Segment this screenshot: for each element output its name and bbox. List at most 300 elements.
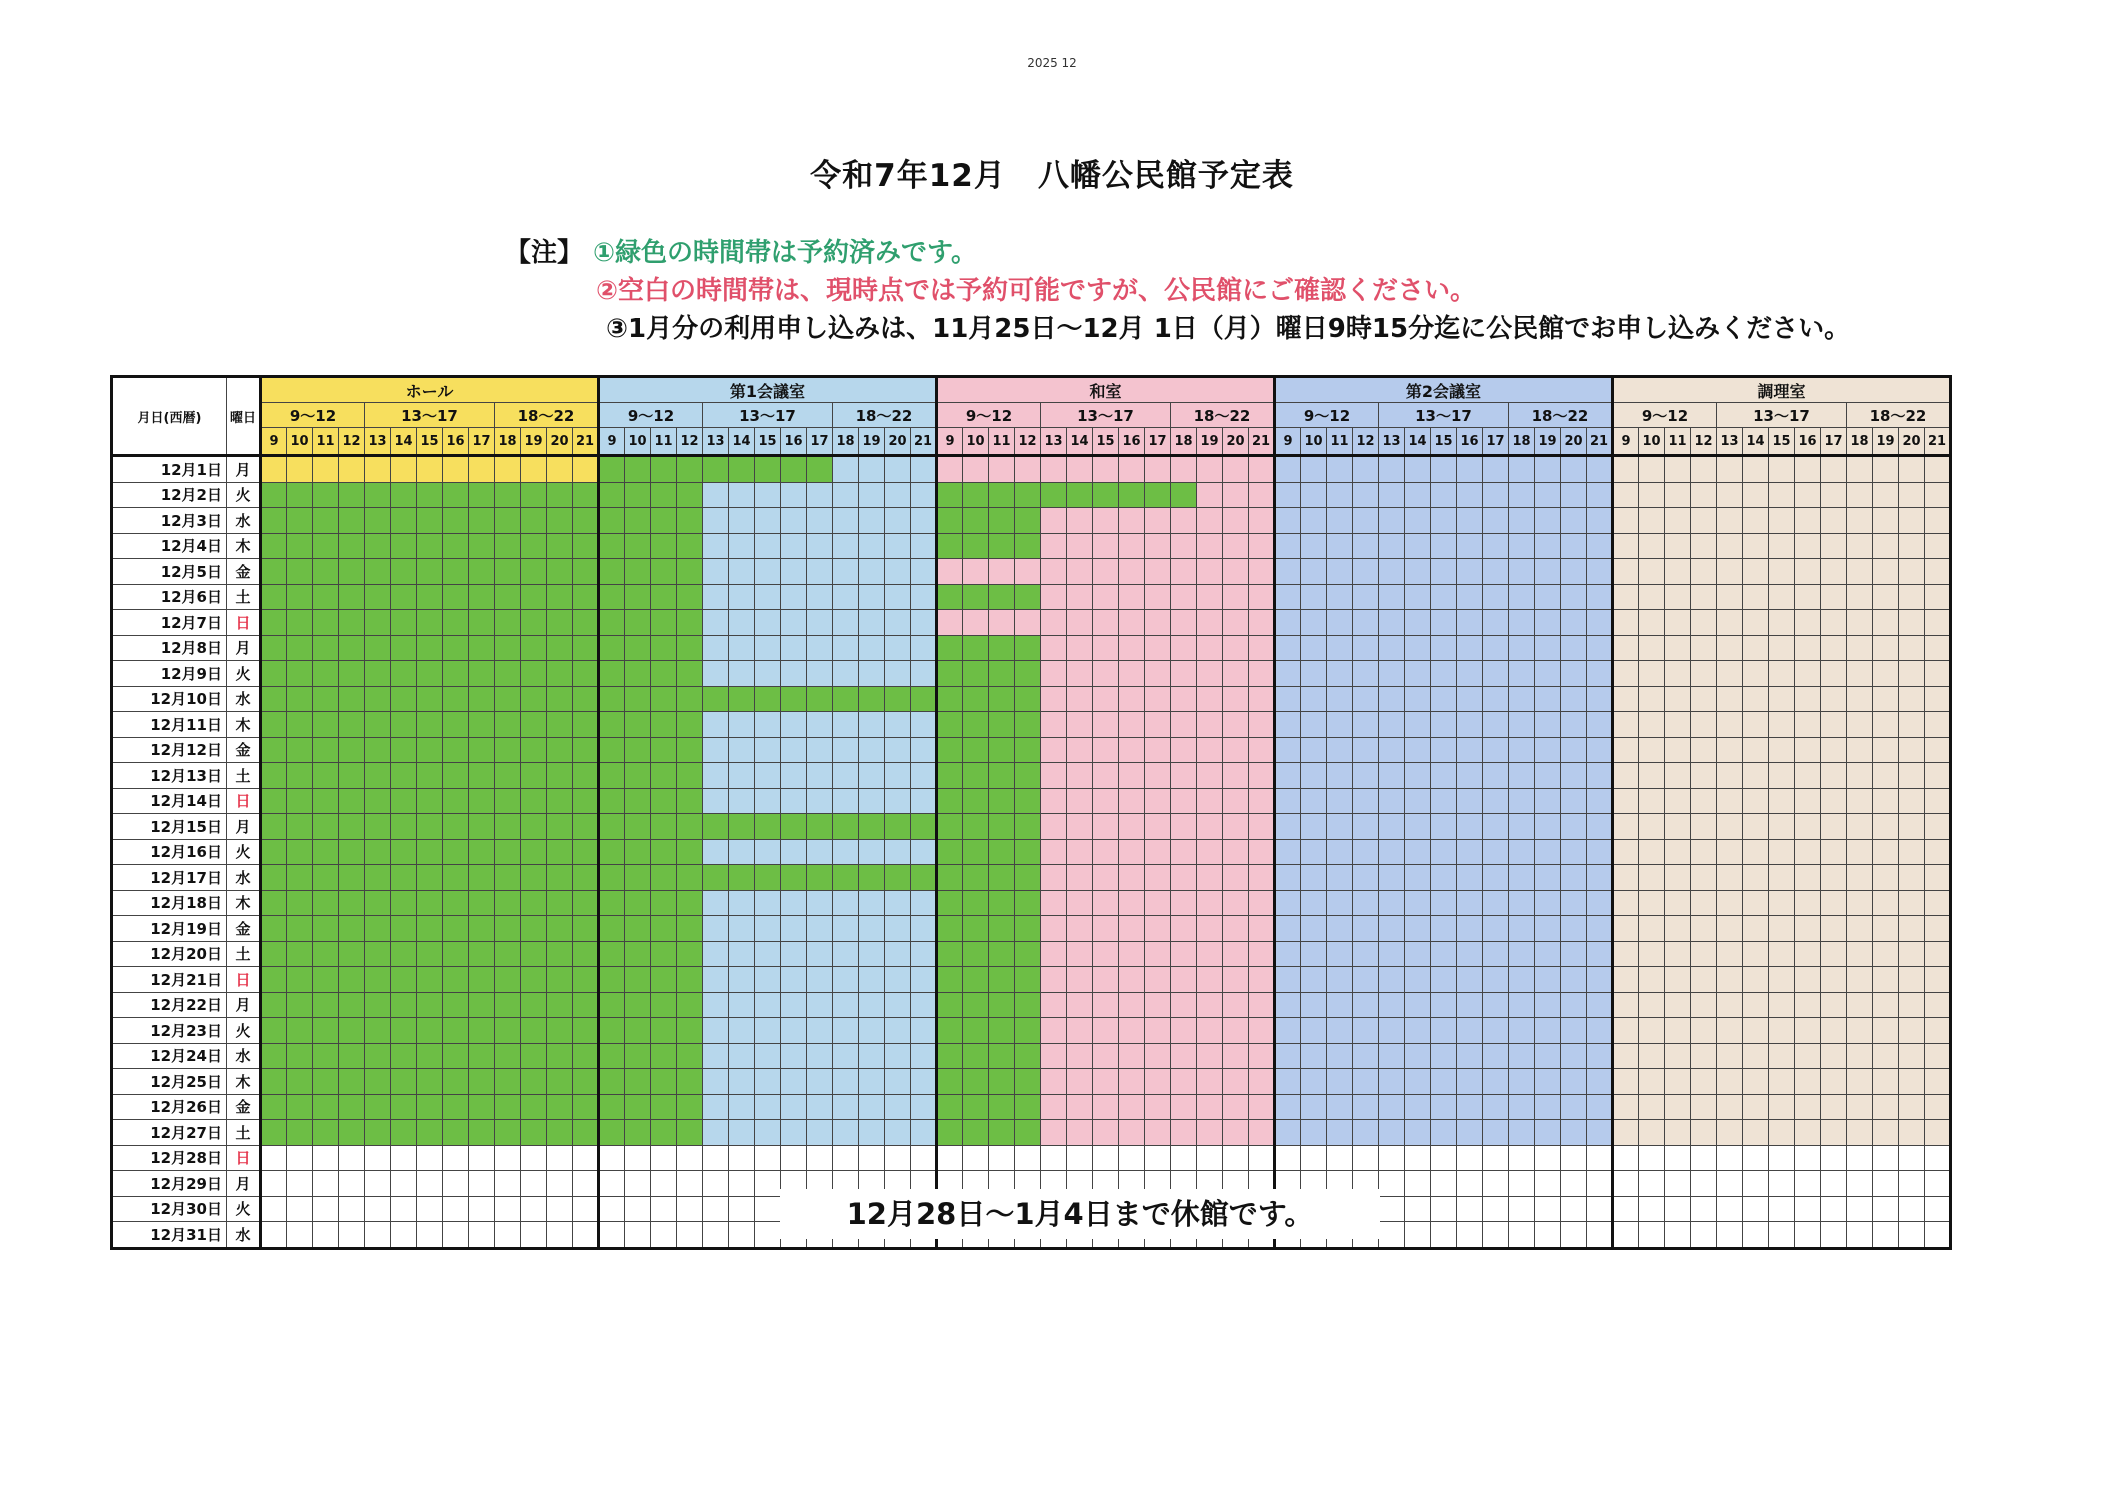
slot-open [1093, 1069, 1119, 1095]
slot-open [1847, 508, 1873, 534]
slot-open [989, 1145, 1015, 1171]
slot-booked [547, 992, 573, 1018]
slot-open [1821, 737, 1847, 763]
slot-open [859, 559, 885, 585]
slot-open [1821, 1094, 1847, 1120]
slot-open [1145, 508, 1171, 534]
slot-open [1795, 533, 1821, 559]
slot-booked [391, 890, 417, 916]
slot-open [1613, 1094, 1639, 1120]
slot-open [1093, 508, 1119, 534]
slot-booked [365, 584, 391, 610]
slot-open [1457, 661, 1483, 687]
room-header: 和室 [937, 377, 1275, 403]
slot-open [833, 584, 859, 610]
slot-open [755, 1120, 781, 1146]
slot-open [1223, 456, 1249, 483]
slot-open [1223, 1145, 1249, 1171]
slot-open [1535, 1043, 1561, 1069]
slot-open [1587, 814, 1613, 840]
slot-open [1379, 916, 1405, 942]
slot-booked [495, 763, 521, 789]
slot-booked [469, 686, 495, 712]
date-cell: 12月1日 [112, 456, 227, 483]
slot-open [1067, 1120, 1093, 1146]
slot-open [1561, 482, 1587, 508]
slot-booked [677, 610, 703, 636]
slot-open [573, 456, 599, 483]
slot-open [1353, 508, 1379, 534]
slot-open [1743, 610, 1769, 636]
slot-open [1067, 635, 1093, 661]
slot-booked [287, 712, 313, 738]
slot-open [1301, 839, 1327, 865]
note-booked-text: ①緑色の時間帯は予約済みです。 [593, 238, 977, 268]
slot-open [1613, 737, 1639, 763]
slot-booked [573, 1120, 599, 1146]
slot-open [911, 482, 937, 508]
slot-booked [651, 865, 677, 891]
slot-open [1821, 1018, 1847, 1044]
slot-open [1691, 1069, 1717, 1095]
slot-booked [937, 788, 963, 814]
slot-open [1769, 712, 1795, 738]
slot-booked [443, 737, 469, 763]
slot-open [729, 1069, 755, 1095]
slot-open [1561, 533, 1587, 559]
slot-booked [443, 686, 469, 712]
slot-open [1561, 1196, 1587, 1222]
slot-open [1457, 584, 1483, 610]
slot-open [1873, 890, 1899, 916]
slot-open [1717, 533, 1743, 559]
slot-open [1249, 482, 1275, 508]
slot-open [911, 941, 937, 967]
slot-open [1873, 967, 1899, 993]
slot-open [1717, 1018, 1743, 1044]
slot-open [807, 890, 833, 916]
slot-open [1691, 686, 1717, 712]
slot-open [729, 737, 755, 763]
slot-booked [1015, 661, 1041, 687]
slot-booked [807, 686, 833, 712]
slot-open [703, 1018, 729, 1044]
slot-booked [677, 967, 703, 993]
slot-booked [1015, 482, 1041, 508]
slot-open [1301, 456, 1327, 483]
slot-open [1535, 967, 1561, 993]
slot-open [859, 610, 885, 636]
slot-open [1223, 1069, 1249, 1095]
hour-header: 16 [1795, 428, 1821, 456]
slot-open [885, 508, 911, 534]
slot-open [1145, 1094, 1171, 1120]
slot-open [1327, 814, 1353, 840]
slot-open [1795, 865, 1821, 891]
slot-open [1457, 916, 1483, 942]
slot-open [1275, 890, 1301, 916]
slot-open [1431, 737, 1457, 763]
slot-open [1821, 788, 1847, 814]
slot-open [1769, 1145, 1795, 1171]
slot-open [1171, 941, 1197, 967]
slot-booked [365, 737, 391, 763]
slot-open [1379, 788, 1405, 814]
hour-header: 15 [1769, 428, 1795, 456]
slot-open [1873, 482, 1899, 508]
slot-booked [1015, 1018, 1041, 1044]
slot-booked [963, 1094, 989, 1120]
slot-booked [313, 737, 339, 763]
slot-open [1587, 635, 1613, 661]
slot-booked [599, 839, 625, 865]
slot-open [573, 1145, 599, 1171]
slot-open [1379, 482, 1405, 508]
slot-open [703, 1043, 729, 1069]
slot-open [1509, 839, 1535, 865]
slot-booked [651, 916, 677, 942]
slot-open [1483, 1120, 1509, 1146]
slot-booked [391, 916, 417, 942]
slot-open [1587, 1094, 1613, 1120]
hour-header: 18 [1509, 428, 1535, 456]
slot-booked [729, 456, 755, 483]
slot-open [1067, 661, 1093, 687]
schedule-grid [110, 375, 1952, 1250]
slot-open [1795, 610, 1821, 636]
slot-open [1353, 610, 1379, 636]
day-row [112, 1145, 1951, 1171]
slot-open [1899, 1043, 1925, 1069]
period-header: 13～17 [1041, 403, 1171, 428]
slot-booked [937, 712, 963, 738]
slot-open [1145, 788, 1171, 814]
weekday-cell: 土 [227, 763, 261, 789]
slot-open [1249, 1120, 1275, 1146]
slot-open [1821, 686, 1847, 712]
slot-open [1769, 967, 1795, 993]
slot-open [859, 788, 885, 814]
slot-open [1925, 1196, 1951, 1222]
slot-open [1067, 1018, 1093, 1044]
slot-open [729, 1094, 755, 1120]
slot-open [1171, 814, 1197, 840]
slot-booked [417, 508, 443, 534]
slot-open [1431, 712, 1457, 738]
slot-booked [963, 686, 989, 712]
slot-booked [937, 941, 963, 967]
hour-header: 9 [599, 428, 625, 456]
slot-booked [391, 941, 417, 967]
slot-open [807, 1043, 833, 1069]
slot-open [1847, 916, 1873, 942]
slot-booked [417, 584, 443, 610]
slot-open [1327, 610, 1353, 636]
room-header: 第2会議室 [1275, 377, 1613, 403]
slot-open [1587, 686, 1613, 712]
slot-open [1665, 1043, 1691, 1069]
slot-open [1613, 1043, 1639, 1069]
slot-open [1483, 1094, 1509, 1120]
slot-booked [469, 992, 495, 1018]
slot-open [1275, 839, 1301, 865]
slot-open [989, 610, 1015, 636]
slot-open [1639, 865, 1665, 891]
slot-open [1639, 661, 1665, 687]
slot-open [1041, 814, 1067, 840]
slot-booked [443, 967, 469, 993]
slot-open [1197, 635, 1223, 661]
slot-open [1717, 814, 1743, 840]
slot-booked [677, 916, 703, 942]
slot-open [1743, 941, 1769, 967]
hour-header: 21 [911, 428, 937, 456]
slot-open [1847, 712, 1873, 738]
slot-open [1431, 839, 1457, 865]
slot-open [859, 916, 885, 942]
slot-open [1587, 559, 1613, 585]
slot-booked [989, 533, 1015, 559]
slot-open [1639, 992, 1665, 1018]
slot-open [911, 1094, 937, 1120]
slot-open [781, 635, 807, 661]
slot-booked [573, 635, 599, 661]
slot-booked [833, 686, 859, 712]
hour-header: 17 [1483, 428, 1509, 456]
slot-booked [547, 839, 573, 865]
slot-open [703, 610, 729, 636]
day-row [112, 1018, 1951, 1044]
slot-booked [521, 992, 547, 1018]
slot-open [1691, 992, 1717, 1018]
slot-booked [963, 839, 989, 865]
slot-open [781, 712, 807, 738]
slot-open [1145, 1018, 1171, 1044]
slot-open [1041, 635, 1067, 661]
hour-header: 10 [625, 428, 651, 456]
slot-booked [1015, 992, 1041, 1018]
slot-booked [547, 1069, 573, 1095]
slot-open [1275, 737, 1301, 763]
slot-open [1301, 941, 1327, 967]
slot-booked [287, 967, 313, 993]
slot-open [1431, 763, 1457, 789]
slot-open [1613, 508, 1639, 534]
date-cell: 12月23日 [112, 1018, 227, 1044]
slot-booked [599, 788, 625, 814]
slot-booked [573, 508, 599, 534]
slot-booked [651, 839, 677, 865]
hour-header: 21 [1249, 428, 1275, 456]
slot-booked [677, 712, 703, 738]
slot-open [1769, 865, 1795, 891]
slot-open [1119, 916, 1145, 942]
slot-open [1275, 610, 1301, 636]
slot-open [1197, 456, 1223, 483]
slot-open [1379, 1222, 1405, 1249]
slot-open [1925, 635, 1951, 661]
slot-open [1145, 635, 1171, 661]
slot-open [911, 1069, 937, 1095]
date-cell: 12月27日 [112, 1120, 227, 1146]
slot-open [1275, 788, 1301, 814]
weekday-cell: 木 [227, 533, 261, 559]
slot-booked [599, 1069, 625, 1095]
slot-booked [573, 482, 599, 508]
slot-open [1145, 1043, 1171, 1069]
slot-booked [365, 559, 391, 585]
slot-booked [365, 635, 391, 661]
weekday-cell: 土 [227, 1120, 261, 1146]
slot-open [1119, 584, 1145, 610]
hour-header: 21 [573, 428, 599, 456]
slot-booked [443, 712, 469, 738]
slot-open [755, 610, 781, 636]
slot-open [1561, 712, 1587, 738]
slot-booked [365, 1094, 391, 1120]
slot-open [781, 916, 807, 942]
slot-open [1509, 890, 1535, 916]
date-cell: 12月21日 [112, 967, 227, 993]
slot-open [573, 1196, 599, 1222]
slot-open [1613, 763, 1639, 789]
slot-open [1509, 686, 1535, 712]
slot-open [729, 967, 755, 993]
slot-open [1119, 1043, 1145, 1069]
slot-booked [339, 916, 365, 942]
slot-open [1379, 814, 1405, 840]
slot-booked [261, 482, 287, 508]
slot-booked [599, 610, 625, 636]
slot-booked [521, 712, 547, 738]
slot-open [1561, 1171, 1587, 1197]
slot-open [1405, 992, 1431, 1018]
slot-open [417, 1171, 443, 1197]
slot-booked [469, 941, 495, 967]
slot-open [1587, 482, 1613, 508]
slot-open [1535, 737, 1561, 763]
slot-booked [495, 482, 521, 508]
slot-open [1795, 712, 1821, 738]
slot-booked [547, 584, 573, 610]
day-row [112, 941, 1951, 967]
slot-open [885, 788, 911, 814]
slot-open [781, 584, 807, 610]
slot-open [521, 1196, 547, 1222]
slot-open [1483, 661, 1509, 687]
slot-open [1743, 865, 1769, 891]
slot-booked [313, 661, 339, 687]
slot-open [1509, 1196, 1535, 1222]
slot-open [781, 1094, 807, 1120]
slot-open [1821, 533, 1847, 559]
slot-open [1899, 1120, 1925, 1146]
slot-open [1613, 559, 1639, 585]
slot-open [1743, 712, 1769, 738]
slot-booked [729, 865, 755, 891]
slot-open [859, 456, 885, 483]
slot-booked [547, 508, 573, 534]
slot-open [1795, 967, 1821, 993]
day-row [112, 1069, 1951, 1095]
slot-open [1327, 788, 1353, 814]
slot-booked [677, 635, 703, 661]
slot-booked [677, 941, 703, 967]
slot-open [1509, 1094, 1535, 1120]
slot-open [1561, 1094, 1587, 1120]
weekday-cell: 木 [227, 890, 261, 916]
period-header: 13～17 [1379, 403, 1509, 428]
slot-open [1171, 992, 1197, 1018]
slot-open [365, 1171, 391, 1197]
slot-open [755, 482, 781, 508]
slot-booked [937, 584, 963, 610]
slot-booked [469, 839, 495, 865]
slot-open [1509, 1120, 1535, 1146]
slot-open [1249, 916, 1275, 942]
slot-open [1431, 1069, 1457, 1095]
slot-booked [677, 814, 703, 840]
slot-booked [365, 865, 391, 891]
slot-open [1197, 763, 1223, 789]
slot-open [1769, 814, 1795, 840]
period-header: 18～22 [1847, 403, 1951, 428]
slot-open [703, 508, 729, 534]
slot-booked [599, 916, 625, 942]
slot-open [1327, 482, 1353, 508]
slot-open [885, 559, 911, 585]
period-header: 13～17 [703, 403, 833, 428]
weekday-cell: 木 [227, 712, 261, 738]
slot-booked [703, 865, 729, 891]
date-cell: 12月15日 [112, 814, 227, 840]
slot-open [1535, 1018, 1561, 1044]
hour-header: 12 [677, 428, 703, 456]
slot-open [859, 1094, 885, 1120]
hour-header: 16 [443, 428, 469, 456]
slot-open [807, 941, 833, 967]
slot-booked [651, 1094, 677, 1120]
slot-booked [651, 1018, 677, 1044]
date-cell: 12月22日 [112, 992, 227, 1018]
slot-open [1093, 890, 1119, 916]
slot-open [1899, 1094, 1925, 1120]
slot-booked [963, 916, 989, 942]
slot-open [1821, 635, 1847, 661]
slot-open [1535, 508, 1561, 534]
slot-open [1717, 1043, 1743, 1069]
slot-open [1509, 1145, 1535, 1171]
slot-open [859, 1145, 885, 1171]
slot-open [1067, 559, 1093, 585]
slot-open [1223, 967, 1249, 993]
slot-open [1899, 1018, 1925, 1044]
slot-open [1223, 686, 1249, 712]
slot-open [1223, 712, 1249, 738]
slot-booked [625, 1094, 651, 1120]
slot-booked [625, 686, 651, 712]
slot-open [1665, 839, 1691, 865]
slot-booked [547, 865, 573, 891]
slot-open [1873, 788, 1899, 814]
date-cell: 12月6日 [112, 584, 227, 610]
slot-open [1119, 967, 1145, 993]
slot-open [1743, 1171, 1769, 1197]
slot-open [729, 1196, 755, 1222]
slot-open [833, 559, 859, 585]
slot-open [1483, 559, 1509, 585]
slot-open [1821, 1069, 1847, 1095]
